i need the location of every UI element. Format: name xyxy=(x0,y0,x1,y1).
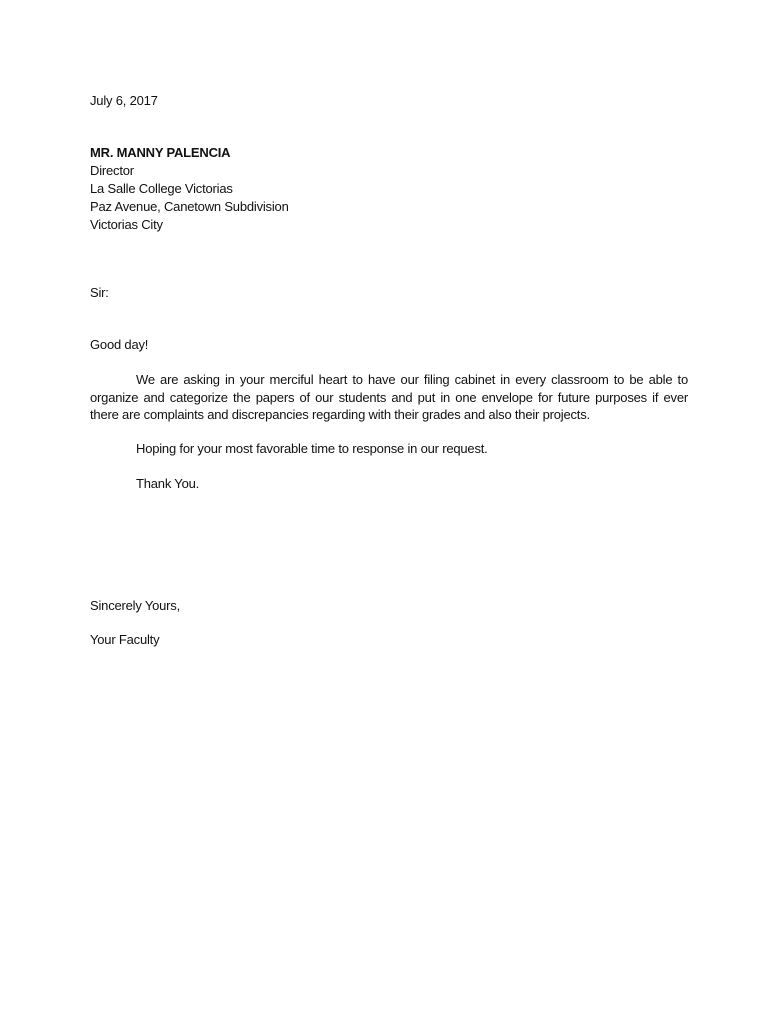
body-paragraph-request: We are asking in your merciful heart to have our filing cabinet in every classroom to be able to organize and categorize the papers of our students and put in one envelope for future purposes if ever there are complaints and discrepancies regarding with their grades and also their projects. xyxy=(90,372,688,423)
signature-line: Your Faculty xyxy=(90,632,160,647)
recipient-address-line: Paz Avenue, Canetown Subdivision xyxy=(90,199,289,214)
recipient-city: Victorias City xyxy=(90,217,163,232)
greeting: Good day! xyxy=(90,337,149,352)
body-paragraph-hoping: Hoping for your most favorable time to response in our request. xyxy=(136,441,488,456)
recipient-title: Director xyxy=(90,163,134,178)
body-paragraph-thanks: Thank You. xyxy=(136,476,200,491)
salutation: Sir: xyxy=(90,285,109,300)
recipient-name: MR. MANNY PALENCIA xyxy=(90,145,231,160)
complimentary-closing: Sincerely Yours, xyxy=(90,598,181,613)
recipient-organization: La Salle College Victorias xyxy=(90,181,233,196)
recipient-address-block xyxy=(90,144,688,234)
letter-date: July 6, 2017 xyxy=(90,93,158,108)
